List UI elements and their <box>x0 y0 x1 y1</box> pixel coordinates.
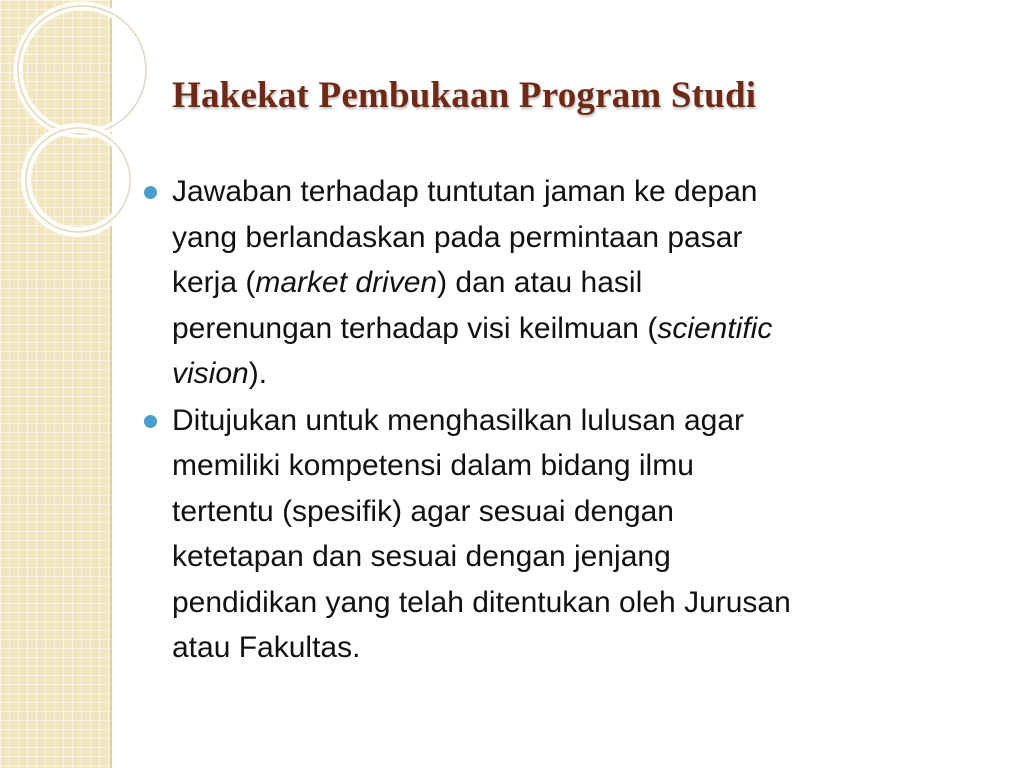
line-italic-text: scientific <box>657 311 773 345</box>
line-italic-text: vision <box>172 357 249 390</box>
line-text: Jawaban terhadap tuntutan jaman ke depan <box>172 175 758 208</box>
decorative-rings <box>0 0 130 260</box>
bullet-item <box>172 398 972 671</box>
line-text: tertentu (spesifik) agar sesuai dengan <box>172 494 674 528</box>
bullet-line <box>172 215 972 261</box>
line-text: Ditujukan untuk menghasilkan lulusan agar <box>172 403 745 437</box>
bullet-line <box>172 625 972 671</box>
bullet-line <box>172 534 972 580</box>
bullet-line <box>172 398 972 444</box>
line-text: pendidikan yang telah ditentukan oleh Jurusan <box>172 585 791 619</box>
bullet-line <box>172 580 972 626</box>
line-text: perenungan terhadap visi keilmuan ( <box>172 311 658 345</box>
line-text: ) dan atau hasil <box>437 266 643 299</box>
bullet-item <box>172 169 972 397</box>
bullet-line <box>172 260 972 306</box>
bullet-line <box>172 306 972 352</box>
line-text: kerja ( <box>172 266 256 299</box>
bullet-line <box>172 489 972 535</box>
bullet-list <box>172 169 972 672</box>
bullet-line <box>172 443 972 489</box>
line-italic-text: market driven <box>255 266 438 299</box>
bullet-line <box>172 169 972 215</box>
line-text: memiliki kompetensi dalam bidang ilmu <box>172 449 694 482</box>
bullet-line <box>172 351 972 397</box>
line-text: atau Fakultas. <box>172 631 361 664</box>
bullet-dot-icon <box>144 186 157 199</box>
line-text: ketetapan dan sesuai dengan jenjang <box>172 540 671 573</box>
slide-title: Hakekat Pembukaan Program Studi <box>172 75 757 116</box>
bullet-dot-icon <box>144 415 157 428</box>
line-text: yang berlandaskan pada permintaan pasar <box>172 220 743 254</box>
line-text: ). <box>248 357 268 390</box>
